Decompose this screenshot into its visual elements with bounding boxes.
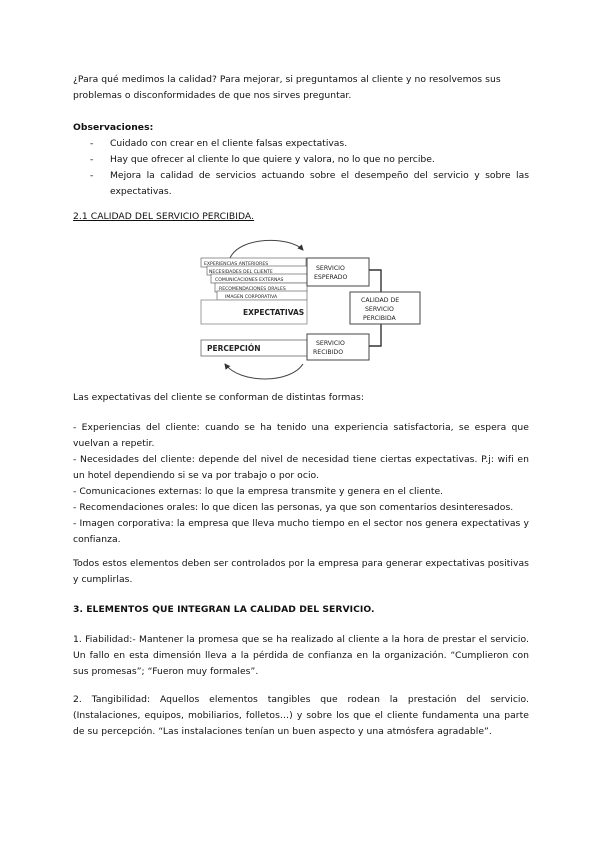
servicio-esperado-line-2: ESPERADO [314, 274, 348, 281]
connector-esperado [369, 270, 381, 292]
calidad-line-3: PERCIBIDA [363, 315, 396, 322]
intro-line-1: ¿Para qué medimos la calidad? Para mejorar, si preguntamos al cliente y no resolvemos sus [73, 74, 501, 85]
section-2-1-heading: 2.1 CALIDAD DEL SERVICIO PERCIBIDA. [73, 211, 255, 222]
calidad-line-1: CALIDAD DE [361, 297, 400, 304]
connector-recibido [369, 324, 381, 346]
fiabilidad-paragraph: 1. Fiabilidad:- Mantener la promesa que se ha realizado al cliente a la hora de prestar el servicio. Un fallo en esta dimensión lleva a la pérdida de confianza en la organización. “Cumplieron con sus promesas”; “Fueron muy formales”. [73, 634, 529, 677]
forma-item: - Experiencias del cliente: cuando se ha tenido una experiencia satisfactoria, se espera que vuelvan a repetir. [73, 422, 529, 449]
observacion-item: - Hay que ofrecer al cliente lo que quiere y valora, no lo que no percibe. [90, 152, 529, 168]
diagram-svg [195, 236, 425, 386]
stack-line: IMAGEN CORPORATIVA [225, 295, 278, 300]
intro-paragraph [73, 72, 529, 104]
observacion-item: - Mejora la calidad de servicios actuando sobre el desempeño del servicio y sobre las expectativas. [90, 168, 529, 200]
servicio-recibido-line-1: SERVICIO [316, 340, 345, 347]
intro-line-2: problemas o disconformidades de que nos sirves preguntar. [73, 90, 352, 101]
stack-line: COMUNICACIONES EXTERNAS [215, 278, 284, 283]
top-loop-arrow [230, 240, 303, 258]
observacion-text: Cuidado con crear en el cliente falsas expectativas. [110, 138, 348, 149]
observaciones-heading: Observaciones: [73, 122, 154, 133]
observacion-text: Hay que ofrecer al cliente lo que quiere y valora, no lo que no percibe. [110, 154, 435, 165]
stack-line: NECESIDADES DEL CLIENTE [209, 270, 273, 275]
forma-item: - Recomendaciones orales: lo que dicen las personas, ya que son comentarios desinteresados. [73, 502, 514, 513]
section-3-heading: 3. ELEMENTOS QUE INTEGRAN LA CALIDAD DEL SERVICIO. [73, 604, 375, 615]
expectativas-intro: Las expectativas del cliente se conforman de distintas formas: [73, 392, 365, 403]
stack-line: EXPERIENCIAS ANTERIORES [204, 262, 269, 267]
expectativas-label: EXPECTATIVAS [243, 308, 305, 317]
servicio-recibido-line-2: RECIBIDO [313, 349, 344, 356]
bottom-loop-arrow [225, 364, 303, 379]
calidad-percibida-diagram [195, 236, 425, 386]
observacion-text: Mejora la calidad de servicios actuando sobre el desempeño del servicio y sobre las expectativas. [110, 170, 529, 197]
observacion-item: - Cuidado con crear en el cliente falsas expectativas. [90, 136, 529, 152]
forma-item: - Imagen corporativa: la empresa que lleva mucho tiempo en el sector nos genera expectativas y confianza. [73, 518, 529, 545]
forma-item: - Comunicaciones externas: lo que la empresa transmite y genera en el cliente. [73, 486, 444, 497]
forma-item: - Necesidades del cliente: depende del nivel de necesidad tiene ciertas expectativas. P.j: wifi en un hotel dependiendo si se va por trabajo o por ocio. [73, 454, 529, 481]
stack-line: RECOMENDACIONES ORALES [219, 287, 286, 292]
percepcion-label: PERCEPCIÓN [207, 344, 261, 353]
servicio-esperado-box [307, 258, 369, 286]
servicio-recibido-box [307, 334, 369, 360]
servicio-esperado-line-1: SERVICIO [316, 265, 345, 272]
tangibilidad-paragraph: 2. Tangibilidad: Aquellos elementos tangibles que rodean la prestación del servicio. (Instalaciones, equipos, mobiliarios, folletos…) y sobre los que el cliente fundamenta una parte de su percepción. “Las instalaciones tenían un buen aspecto y una atmósfera agradable”. [73, 694, 529, 737]
calidad-line-2: SERVICIO [365, 306, 394, 313]
control-paragraph: Todos estos elementos deben ser controlados por la empresa para generar expectativas positivas y cumplirlas. [73, 558, 529, 585]
